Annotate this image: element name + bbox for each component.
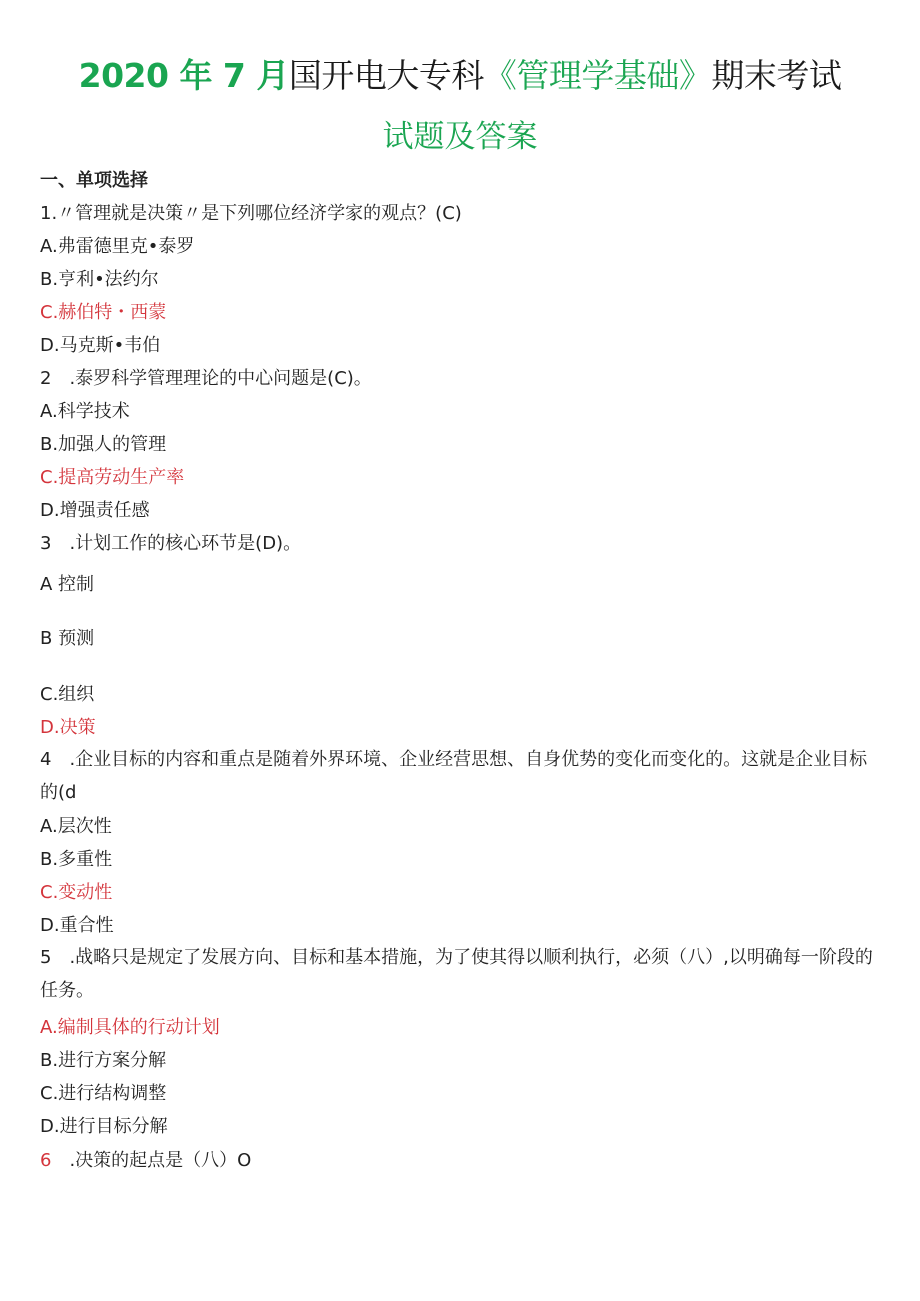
document-subtitle: 试题及答案 — [382, 119, 538, 155]
question-3-option-c: C.组织 — [40, 684, 95, 705]
question-3-option-b: B 预测 — [40, 628, 95, 649]
question-2-option-c: C.提高劳动生产率 — [40, 467, 185, 488]
question-6-text: .决策的起点是（八）O — [51, 1150, 252, 1171]
question-5-option-d: D.进行目标分解 — [40, 1116, 168, 1137]
question-6-number: 6 — [40, 1150, 52, 1171]
question-2-option-b: B.加强人的管理 — [40, 434, 167, 455]
question-3-stem: 3 .计划工作的核心环节是(D)。 — [40, 533, 302, 554]
question-1-option-d: D.马克斯•韦伯 — [40, 335, 161, 356]
question-4-option-b: B.多重性 — [40, 849, 113, 870]
question-1-option-c: C.赫伯特・西蒙 — [40, 302, 167, 323]
question-1-option-b: B.亨利•法约尔 — [40, 269, 159, 290]
question-4-option-d: D.重合性 — [40, 915, 114, 936]
question-2-option-a: A.科学技术 — [40, 401, 130, 422]
question-1-stem: 1.〃管理就是决策〃是下列哪位经济学家的观点？(C) — [40, 203, 462, 224]
question-1-option-a: A.弗雷德里克•泰罗 — [40, 236, 195, 257]
title-date: 2020 年 7 月 — [78, 56, 289, 95]
question-5-stem: 5 .战略只是规定了发展方向、目标和基本措施，为了使其得以顺利执行，必须（八）,以明确每一阶段的任务。 — [40, 947, 873, 1001]
question-5-option-b: B.进行方案分解 — [40, 1050, 167, 1071]
question-4-option-a: A.层次性 — [40, 816, 112, 837]
question-4-option-c: C.变动性 — [40, 882, 113, 903]
question-6-stem — [40, 1148, 251, 1174]
section-heading: 一、单项选择 — [40, 170, 148, 191]
title-school: 国开电大专科 — [288, 56, 484, 95]
question-4-stem: 4 .企业目标的内容和重点是随着外界环境、企业经营思想、自身优势的变化而变化的。这就是企业目标的(d — [40, 749, 868, 803]
question-5-option-a: A.编制具体的行动计划 — [40, 1017, 220, 1038]
question-2-option-d: D.增强责任感 — [40, 500, 150, 521]
question-3-option-d: D.决策 — [40, 717, 96, 738]
document-title — [0, 52, 920, 100]
question-2-stem: 2 .泰罗科学管理理论的中心问题是(C)。 — [40, 368, 372, 389]
question-5-option-c: C.进行结构调整 — [40, 1083, 167, 1104]
title-course: 《管理学基础》 — [483, 56, 712, 95]
question-3-option-a: A 控制 — [40, 574, 95, 595]
title-exam: 期末考试 — [711, 56, 842, 95]
